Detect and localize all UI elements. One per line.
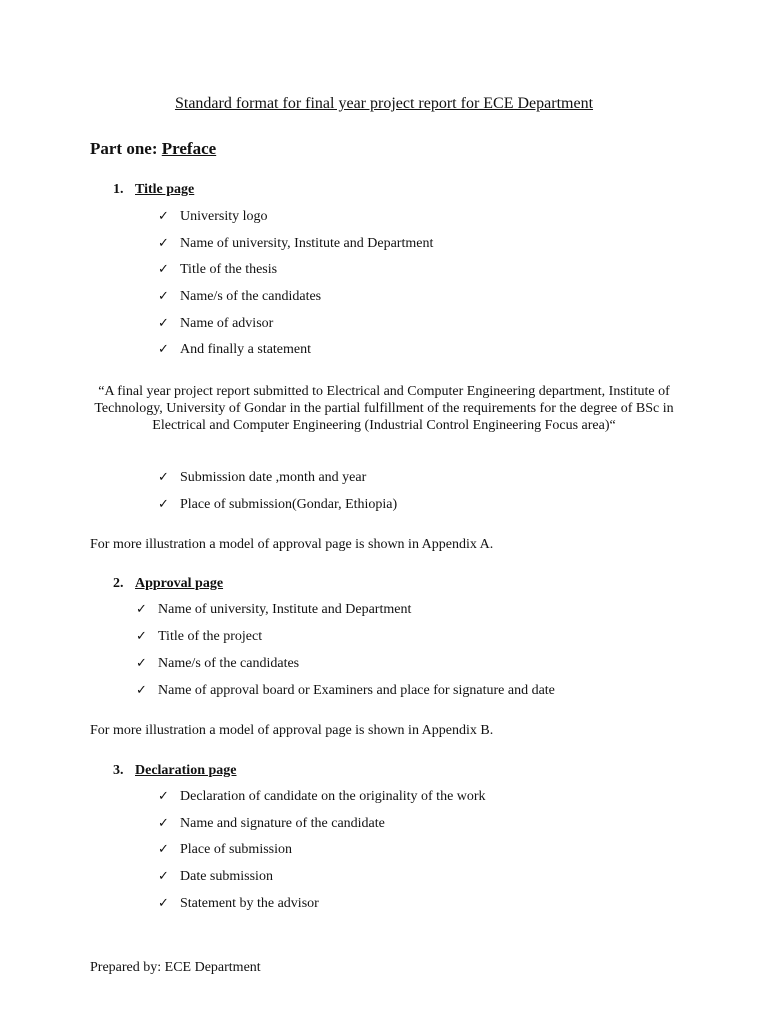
checkmark-icon: ✓ [158, 342, 169, 357]
checkmark-icon: ✓ [136, 683, 147, 698]
list-item-text: Statement by the advisor [180, 896, 319, 911]
list-item [158, 236, 433, 252]
list-item [136, 683, 555, 699]
list-item [158, 896, 319, 912]
list-item-text: Name of university, Institute and Department [180, 236, 434, 251]
checkmark-icon: ✓ [136, 629, 147, 644]
checkmark-icon: ✓ [158, 262, 169, 277]
checkmark-icon: ✓ [136, 656, 147, 671]
list-item-text: Name of approval board or Examiners and place for signature and date [158, 683, 555, 698]
section-title: Declaration page [135, 763, 237, 778]
checkmark-icon: ✓ [158, 842, 169, 857]
list-item-text: Place of submission [180, 842, 292, 857]
list-item [158, 342, 311, 358]
section-title: Approval page [135, 576, 224, 591]
list-item [158, 842, 292, 858]
checkmark-icon: ✓ [158, 209, 169, 224]
list-item [158, 816, 385, 832]
section-number: 1. [113, 182, 124, 197]
list-item-text: Place of submission(Gondar, Ethiopia) [180, 497, 398, 512]
list-item [158, 869, 273, 885]
part-prefix: Part one: [90, 139, 162, 158]
statement-quote: “A final year project report submitted to Electrical and Computer Engineering department, Institute of Technology, University of Gondar in the partial fulfillment of the requirements for the degree of BSc in Electrical and Computer Engineering (Industrial Control Engineering Focus area)“ [94, 384, 674, 433]
list-item-text: Name of advisor [180, 316, 274, 331]
checkmark-icon: ✓ [136, 602, 147, 617]
list-item-text: Declaration of candidate on the originality of the work [180, 789, 486, 804]
list-item [158, 470, 366, 486]
checkmark-icon: ✓ [158, 816, 169, 831]
list-item-text: Name of university, Institute and Department [158, 602, 412, 617]
list-item [158, 789, 486, 805]
list-item-text: And finally a statement [180, 342, 312, 357]
part-name: Preface [161, 139, 217, 158]
checkmark-icon: ✓ [158, 789, 169, 804]
list-item-text: Title of the thesis [180, 262, 278, 277]
section-heading-title-page [113, 182, 194, 198]
page-footer: Prepared by: ECE Department [90, 960, 261, 975]
appendix-note-a: For more illustration a model of approval page is shown in Appendix A. [90, 537, 494, 552]
list-item-text: Date submission [180, 869, 273, 884]
appendix-note-b: For more illustration a model of approval page is shown in Appendix B. [90, 723, 494, 738]
checkmark-icon: ✓ [158, 497, 169, 512]
list-item [136, 656, 299, 672]
checkmark-icon: ✓ [158, 289, 169, 304]
list-item [158, 262, 277, 278]
checkmark-icon: ✓ [158, 896, 169, 911]
list-item [158, 497, 397, 513]
list-item-text: Name/s of the candidates [180, 289, 322, 304]
section-heading-approval-page [113, 576, 223, 592]
list-item [136, 629, 262, 645]
checkmark-icon: ✓ [158, 869, 169, 884]
list-item-text: Name/s of the candidates [158, 656, 300, 671]
list-item-text: Name and signature of the candidate [180, 816, 385, 831]
checkmark-icon: ✓ [158, 470, 169, 485]
document-title: Standard format for final year project report for ECE Department [174, 95, 594, 112]
list-item-text: Title of the project [158, 629, 263, 644]
list-item [136, 602, 411, 618]
section-number: 2. [113, 576, 124, 591]
checkmark-icon: ✓ [158, 236, 169, 251]
list-item-text: University logo [180, 209, 268, 224]
list-item-text: Submission date ,month and year [180, 470, 367, 485]
section-heading-declaration-page [113, 763, 236, 779]
section-title: Title page [135, 182, 195, 197]
list-item [158, 289, 321, 305]
checkmark-icon: ✓ [158, 316, 169, 331]
list-item [158, 209, 268, 225]
list-item [158, 316, 273, 332]
part-heading [90, 139, 216, 159]
section-number: 3. [113, 763, 124, 778]
